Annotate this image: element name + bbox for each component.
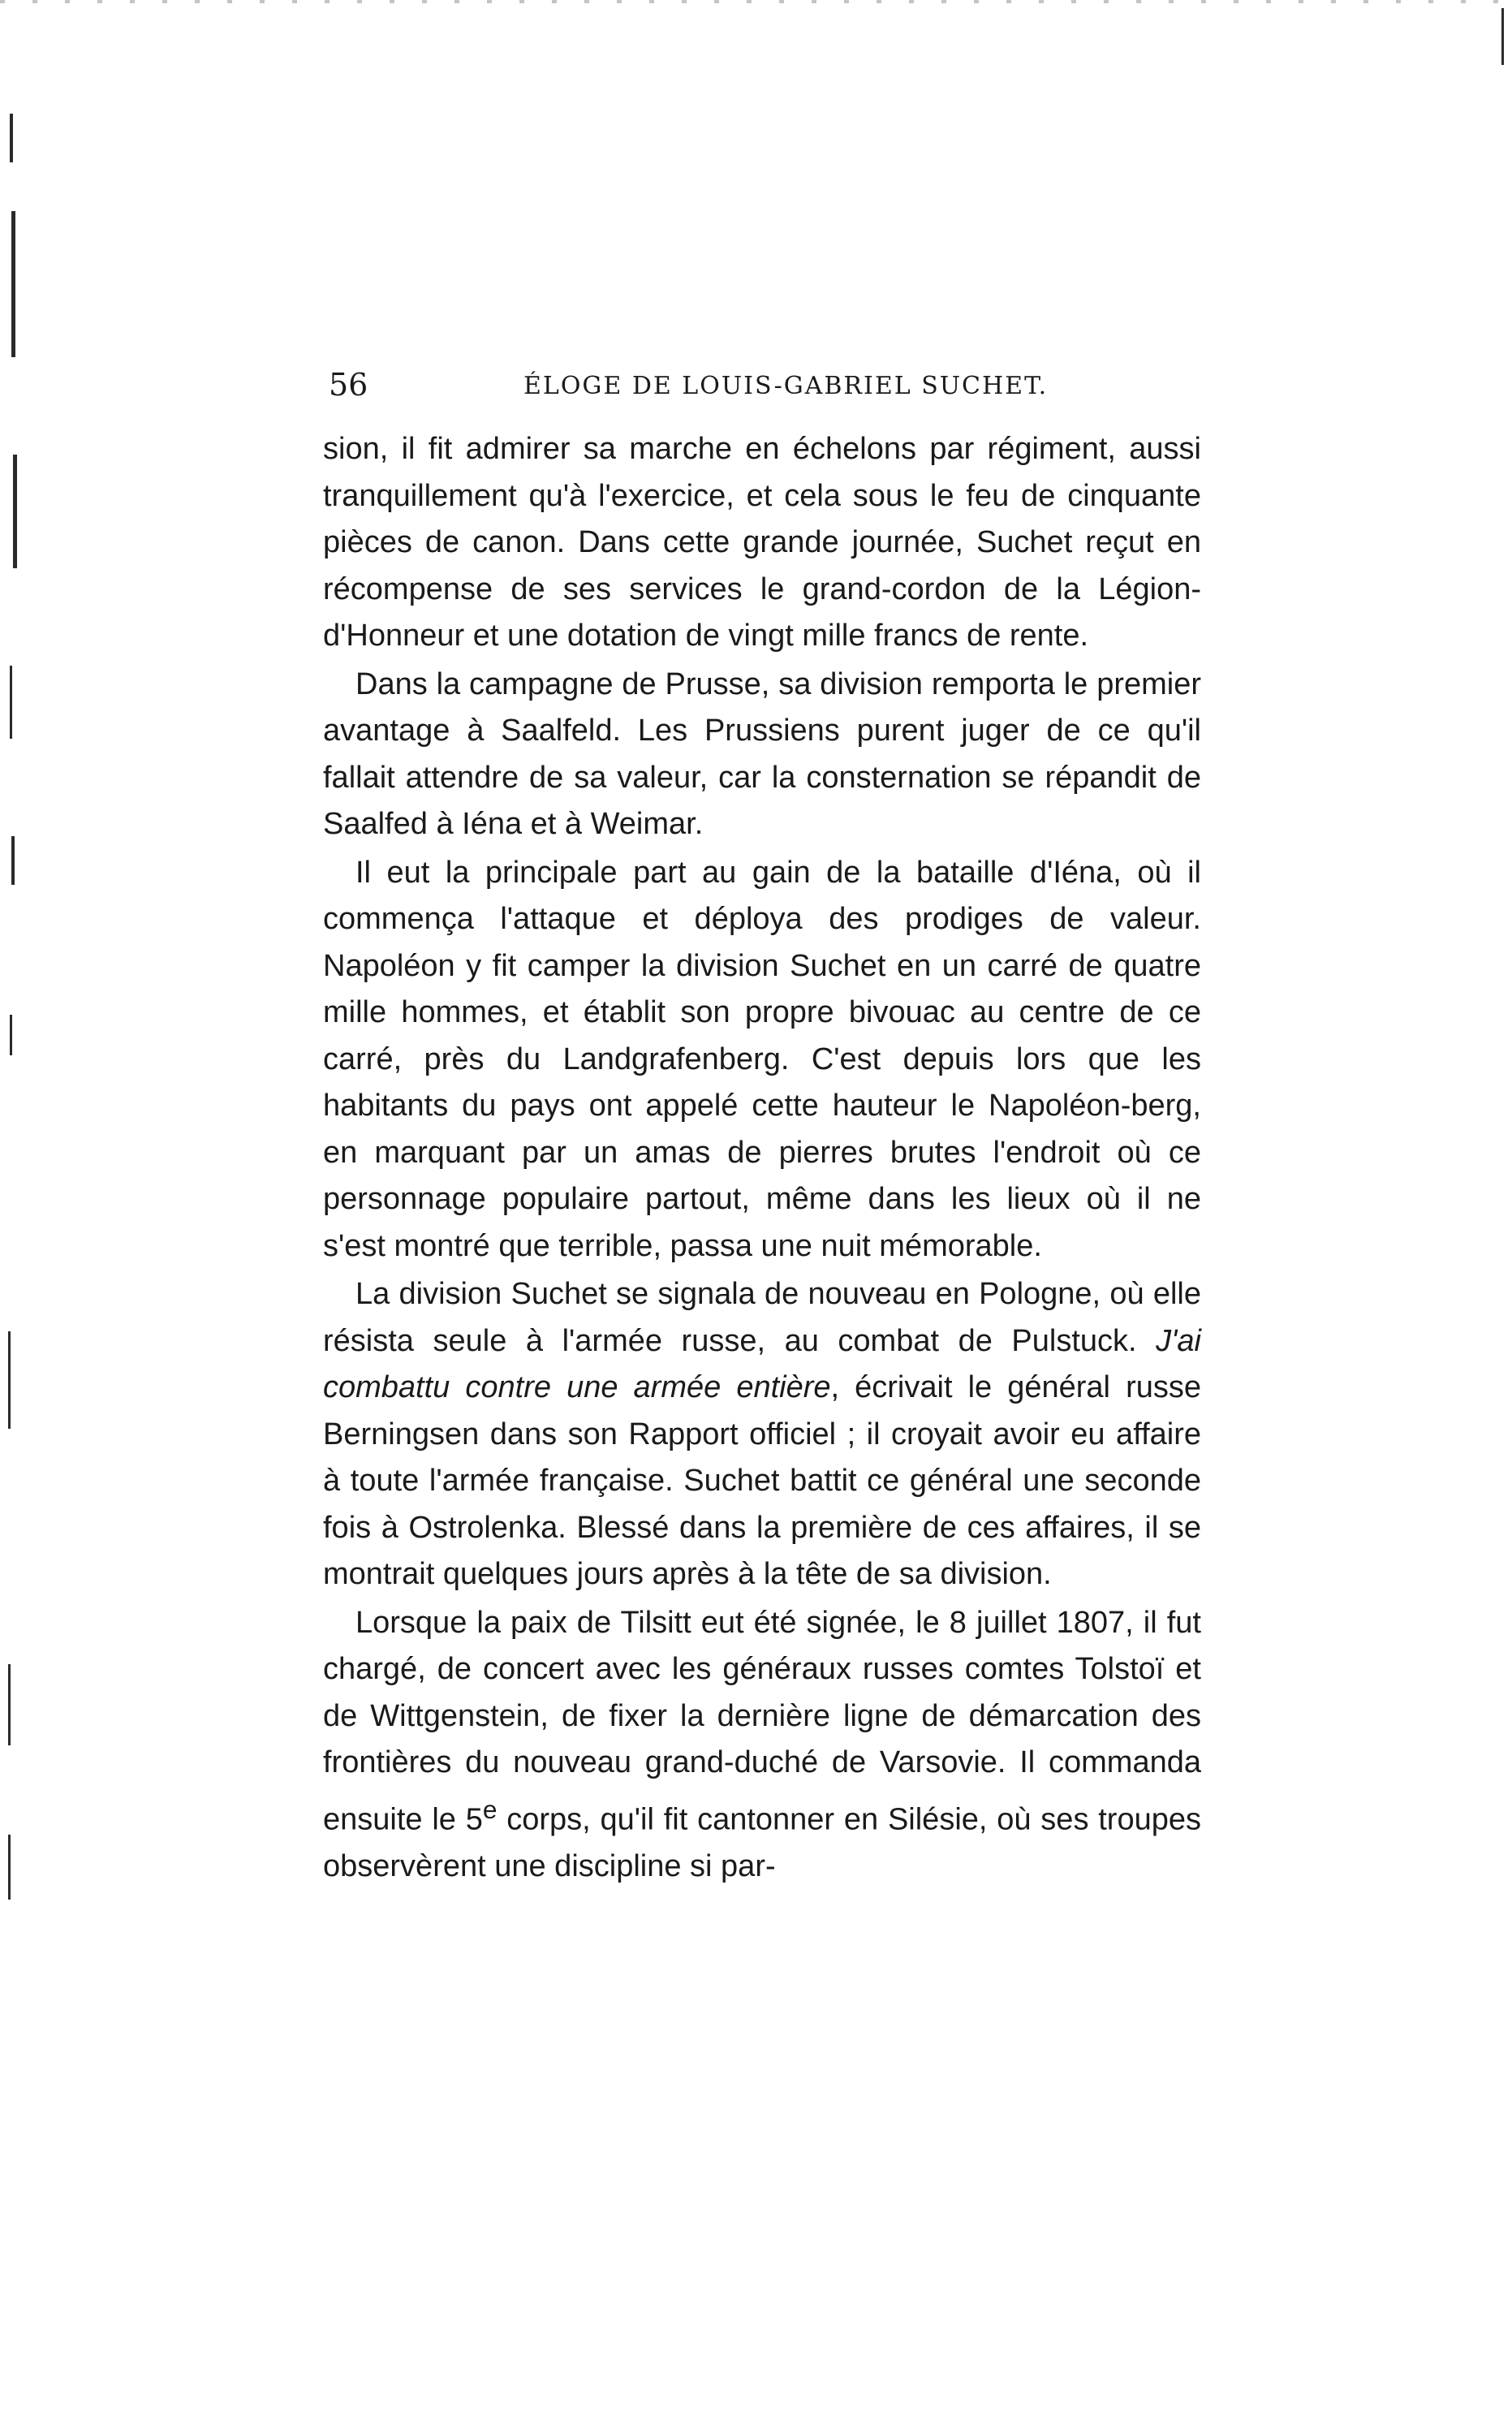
running-title: ÉLOGE DE LOUIS-GABRIEL SUCHET. xyxy=(523,372,1049,400)
paragraph-text: sion, il fit admirer sa marche en échelons par régiment, aussi tranquillement qu'à l'exercice, et cela sous le feu de cinquante pièces de canon. Dans cette grande journée, Suchet reçut en récompense de ses services le grand-cordon de la Légion-d'Honneur et une dotation de vingt mille francs de rente. xyxy=(323,432,1201,653)
italic-quote: J'ai combattu contre une armée entière xyxy=(323,1323,1201,1404)
paragraph xyxy=(323,1600,1201,1891)
scan-margin-mark xyxy=(8,1664,11,1745)
scan-margin-mark xyxy=(10,1015,12,1055)
scan-margin-mark xyxy=(8,1835,11,1900)
paragraph xyxy=(323,1271,1201,1598)
scan-margin-mark xyxy=(10,114,13,162)
paragraph xyxy=(323,850,1201,1270)
scan-margin-mark xyxy=(11,211,15,357)
paragraph xyxy=(323,662,1201,848)
page-number: 56 xyxy=(329,367,368,403)
scan-margin-mark xyxy=(1501,8,1504,65)
body-text xyxy=(323,426,1201,1891)
paragraph xyxy=(323,426,1201,660)
scan-top-edge xyxy=(0,0,1512,3)
superscript: e xyxy=(482,1794,498,1824)
page-header xyxy=(329,367,1209,416)
scan-margin-mark xyxy=(10,666,12,739)
paragraph-text: Il eut la principale part au gain de la bataille d'Iéna, où il commença l'attaque et déploya des prodiges de valeur. Napoléon y fit camper la division Suchet en un carré de quatre mille hommes, et établit son propre bivouac au centre de ce carré, près du Landgrafenberg. C'est depuis lors que les habitants du pays ont appelé cette hauteur le Napoléon-berg, en marquant par un amas de pierres brutes l'endroit où ce personnage populaire partout, même dans les lieux où il ne s'est montré que terrible, passa une nuit mémorable. xyxy=(323,855,1201,1263)
paragraph-text: , écrivait le général russe Berningsen dans son Rapport officiel ; il croyait avoir eu affaire à toute l'armée française. Suchet battit ce général une seconde fois à Ostrolenka. Blessé dans la première de ces affaires, il se montrait quelques jours après à la tête de sa division. xyxy=(323,1370,1201,1591)
scan-margin-mark xyxy=(11,836,15,885)
paragraph-text: Dans la campagne de Prusse, sa division remporta le premier avantage à Saalfeld. Les Prussiens purent juger de ce qu'il fallait attendre de sa valeur, car la consternation se répandit de Saalfed à Iéna et à Weimar. xyxy=(323,666,1201,841)
scan-margin-mark xyxy=(8,1331,11,1429)
paragraph-text: Lorsque la paix de Tilsitt eut été signée, le 8 juillet 1807, il fut chargé, de concert avec les généraux russes comtes Tolstoï et de Wittgenstein, de fixer la dernière ligne de démarcation des frontières du nouveau grand-duché de Varsovie. Il commanda ensuite le 5 xyxy=(323,1605,1201,1837)
paragraph-text: La division Suchet se signala de nouveau en Pologne, où elle résista seule à l'armée russe, au combat de Pulstuck. xyxy=(323,1277,1201,1358)
paragraph-text: corps, qu'il fit cantonner en Silésie, où ses troupes observèrent une discipline si par- xyxy=(323,1802,1201,1883)
scan-margin-mark xyxy=(13,455,17,568)
